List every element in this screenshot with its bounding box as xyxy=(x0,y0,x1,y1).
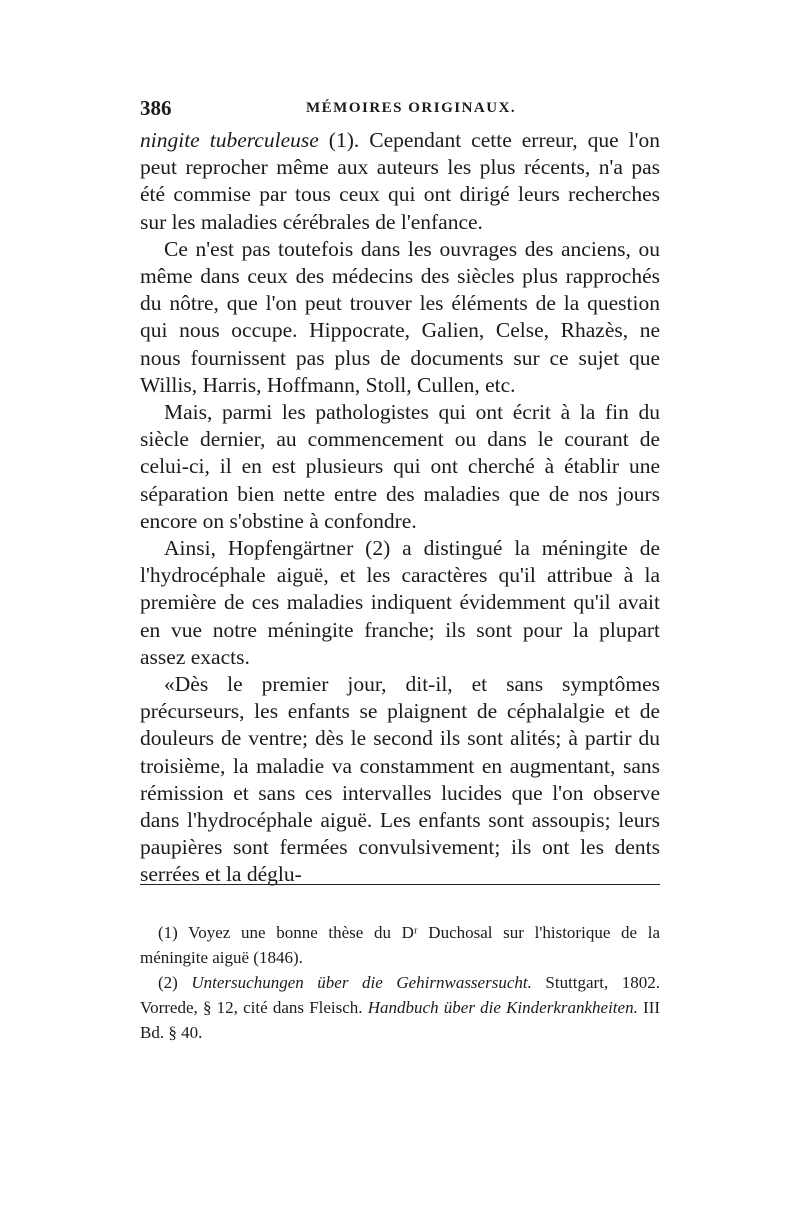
running-title: MÉMOIRES ORIGINAUX. xyxy=(306,100,517,116)
cited-book: Handbuch über die Kinderkrankheiten. xyxy=(367,998,638,1017)
footnote-text: Stuttgart, 1802. Vorrede, § 12, cité dans Fleisch. xyxy=(140,973,660,1017)
cited-title: Untersuchungen über die Gehirnwassersucht. xyxy=(191,973,532,992)
footnote-number: (2) xyxy=(158,973,192,992)
paragraph-text: (1). Cependant cette erreur, que l'on peut reprocher même aux auteurs les plus récents, n'a pas été commise par tous ceux qui ont dirigé leurs recherches sur les maladies cérébrales de l'enfance. xyxy=(140,128,660,234)
italic-term: ningite tuberculeuse xyxy=(140,128,319,152)
paragraph: Ainsi, Hopfengärtner (2) a distingué la méningite de l'hydrocéphale aiguë, et les caractères qu'il attribue à la première de ces maladies indiquent évidemment qu'il avait en vue notre méningite franche; ils sont pour la plupart assez exacts. xyxy=(140,536,660,669)
footnote-text: III Bd. § 40. xyxy=(140,998,661,1042)
quoted-paragraph: «Dès le premier jour, dit-il, et sans symptômes précurseurs, les enfants se plaignent de céphalalgie et de douleurs de ventre; dès le second ils sont alités; à partir du troisième, la maladie va constamment en augmentant, sans rémission et sans ces intervalles lucides que l'on observe dans l'hydrocéphale aiguë. Les enfants sont assoupis; leurs paupières sont fermées convulsivement; ils ont les dents serrées et la déglu- xyxy=(140,672,660,887)
paragraph-continued xyxy=(140,127,660,236)
footnote-separator xyxy=(140,884,660,885)
running-head xyxy=(140,96,660,126)
paragraph: Mais, parmi les pathologistes qui ont écrit à la fin du siècle dernier, au commencement ou dans le courant de celui-ci, il en est plusieurs qui ont cherché à établir une séparation bien nette entre des maladies que de nos jours encore on s'obstine à confondre. xyxy=(140,400,660,533)
paragraph: Ce n'est pas toutefois dans les ouvrages des anciens, ou même dans ceux des médecins des siècles plus rapprochés du nôtre, que l'on peut trouver les éléments de la question qui nous occupe. Hippocrate, Galien, Celse, Rhazès, ne nous fournissent pas plus de documents sur ce sujet que Willis, Harris, Hoffmann, Stoll, Cullen, etc. xyxy=(140,236,660,397)
footnote-1: (1) Voyez une bonne thèse du Dʳ Duchosal sur l'historique de la méningite aiguë (1846). xyxy=(140,923,660,967)
footnote-2 xyxy=(140,970,660,1045)
page-number: 386 xyxy=(140,96,172,120)
footnotes xyxy=(140,920,660,1045)
main-text xyxy=(140,127,660,889)
